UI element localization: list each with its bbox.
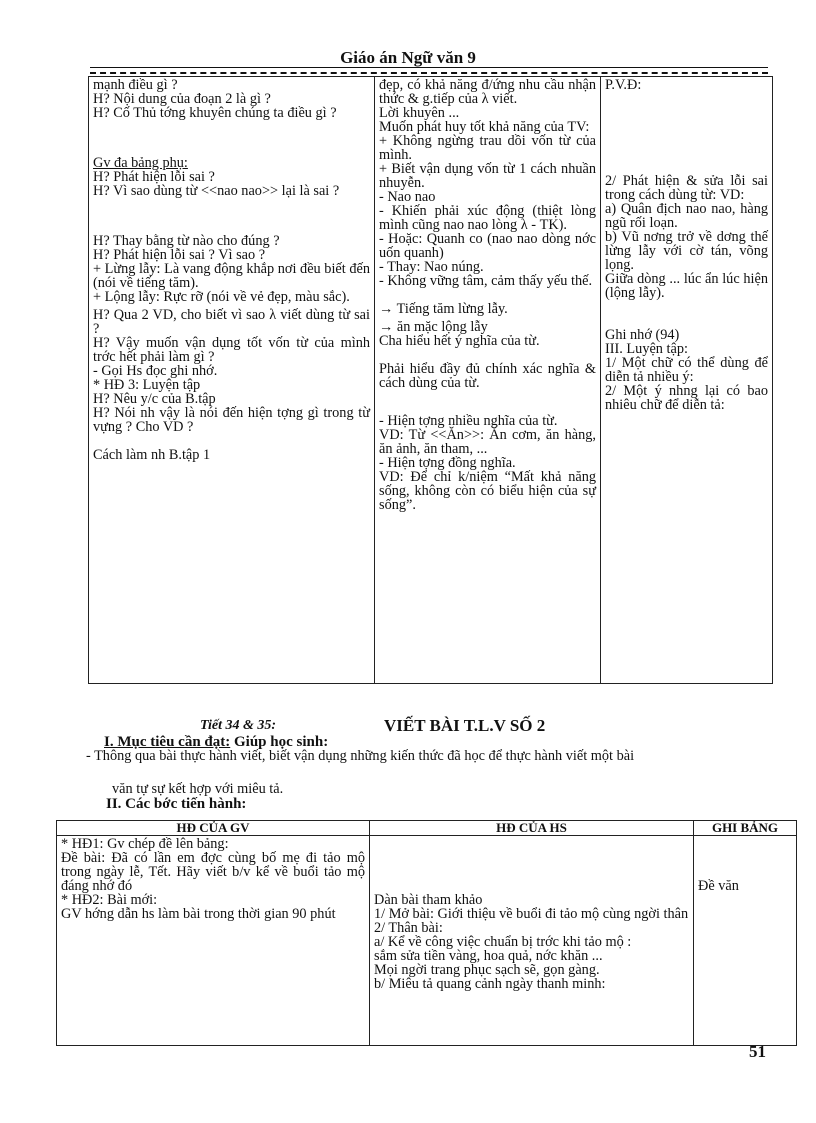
t1-c1-line: + Lộng lẫy: Rực rỡ (nói về vẻ đẹp, màu sắc). xyxy=(93,289,350,305)
t1-c2-line: - Nao nao xyxy=(379,189,436,205)
t1-c2-line: VD: Từ <<Ăn>>: Ăn cơm, ăn hàng, ăn ảnh, ăn tham, ... xyxy=(379,427,596,457)
t1-c3-line: 1/ Một chữ có thể dùng để diễn tả nhiều ý: xyxy=(605,355,768,385)
t1-c2-line: Phải hiểu đầy đủ chính xác nghĩa & cách dùng của từ. xyxy=(379,361,596,391)
header-teacher-activity: HĐ CỦA GV xyxy=(57,821,370,836)
t2-c2-line: a/ Kể về công việc chuẩn bị trớc khi tảo mộ : xyxy=(374,934,632,950)
t1-c1-line: mạnh điều gì ? xyxy=(93,77,178,93)
t1-c2-line: → Tiếng tăm lừng lẫy. xyxy=(379,301,508,317)
t1-c2-line: - Không vững tâm, cảm thấy yếu thế. xyxy=(379,273,593,289)
t1-c1-line: + Lừng lẫy: Là vang động khắp nơi đều biết đến (nói về tiếng tăm). xyxy=(93,261,370,291)
t2-c2-line: 2/ Thân bài: xyxy=(374,920,443,936)
t2-c1-line: * HĐ1: Gv chép đề lên bảng: xyxy=(61,836,229,852)
t1-c2-line: Cha hiểu hết ý nghĩa của từ. xyxy=(379,333,540,349)
t1-c3-line: 2/ Phát hiện & sửa lỗi sai trong cách dùng từ: VD: xyxy=(605,173,768,203)
t1-c1-line: H? Vì sao dùng từ <<nao nao>> lại là sai ? xyxy=(93,183,340,199)
objectives-label: I. Mục tiêu cần đạt: xyxy=(104,734,231,750)
t1-c2-line: - Thay: Nao núng. xyxy=(379,259,484,275)
t2-c2-line: 1/ Mở bài: Giới thiệu về buổi đi tảo mộ cùng ngời thân xyxy=(374,906,689,922)
lesson-table-2 xyxy=(56,820,797,1046)
t1-c1-line: * HĐ 3: Luyện tập xyxy=(93,377,201,393)
t1-c1-line: H? Nói nh vậy là nói đến hiện tợng gì trong từ vựng ? Cho VD ? xyxy=(93,405,370,435)
t1-c2-line: Lời khuyên ... xyxy=(379,105,460,121)
t1-c3-line: b) Vũ nơng trở về dơng thế lừng lẫy với cờ tán, võng lọng. xyxy=(605,229,768,273)
t2-teacher-column xyxy=(57,836,370,1046)
t2-c1-line: Đề bài: Đã có lần em đợc cùng bố mẹ đi tảo mộ trong ngày lễ, Tết. Hãy viết b/v kể về buổi tảo mộ đáng nhớ đó xyxy=(61,850,365,894)
t1-c3-line: P.V.Đ: xyxy=(605,77,642,93)
t1-c1-line: H? Vậy muốn vận dụng tốt vốn từ của mình trớc hết phải làm gì ? xyxy=(93,335,370,365)
header-board-notes: GHI BẢNG xyxy=(694,821,797,836)
objectives-line-1: - Thông qua bài thực hành viết, biết vận dụng những kiến thức đã học để thực hành viết một bài xyxy=(86,748,635,764)
t1-c2-line: VD: Để chỉ k/niệm “Mất khả năng sống, không còn có biểu hiện của sự sống”. xyxy=(379,469,596,513)
t1-c3-line: III. Luyện tập: xyxy=(605,341,688,357)
objectives-line-2: văn tự sự kết hợp với miêu tả. xyxy=(112,781,284,797)
t1-c2-line: - Hiện tợng đồng nghĩa. xyxy=(379,455,516,471)
t1-c2-line: + Biết vận dụng vốn từ 1 cách nhuần nhuyễn. xyxy=(379,161,596,191)
t2-c2-line: sắm sửa tiền vàng, hoa quả, nớc khăn ... xyxy=(374,948,603,964)
header-student-activity: HĐ CỦA HS xyxy=(370,821,694,836)
teacher-activity-column xyxy=(89,77,375,684)
t2-c1-line: GV hớng dẫn hs làm bài trong thời gian 90 phút xyxy=(61,906,336,922)
t1-c1-line: H? Phát hiện lỗi sai ? xyxy=(93,169,215,185)
t1-c1-line: Gv đa bảng phụ: xyxy=(93,155,188,171)
t2-c1-line: * HĐ2: Bài mới: xyxy=(61,892,158,908)
t2-c3-line: Đề văn xyxy=(698,878,739,894)
t1-c1-line: H? Phát hiện lỗi sai ? Vì sao ? xyxy=(93,247,266,263)
t1-c3-line: 2/ Một ý nhng lại có bao nhiêu chữ để diễn tả: xyxy=(605,383,768,413)
lesson-title: VIẾT BÀI T.L.V SỐ 2 xyxy=(384,716,546,735)
objectives-suffix: Giúp học sinh: xyxy=(230,734,329,750)
t1-c2-line: + Không ngừng trau dồi vốn từ của mình. xyxy=(379,133,596,163)
t2-board-column xyxy=(694,836,797,1046)
period-label: Tiết 34 & 35: xyxy=(200,718,277,733)
steps-heading: II. Các bớc tiến hành: xyxy=(106,796,247,812)
t2-c2-line: Mọi ngời trang phục sạch sẽ, gọn gàng. xyxy=(374,962,600,978)
page-header-title: Giáo án Ngữ văn 9 xyxy=(340,48,476,67)
t1-c1-line: H? Nêu y/c của B.tập xyxy=(93,391,216,407)
board-notes-column xyxy=(601,77,773,684)
t1-c2-line: Muốn phát huy tốt khả năng của TV: xyxy=(379,119,590,135)
t1-c1-line: H? Nội dung của đoạn 2 là gì ? xyxy=(93,91,271,107)
t1-c2-line: → ăn mặc lộng lẫy xyxy=(379,319,488,335)
t1-c3-line: a) Quân địch nao nao, hàng ngũ rối loạn. xyxy=(605,201,768,231)
t1-c1-line: H? Thay bằng từ nào cho đúng ? xyxy=(93,233,280,249)
header-rule xyxy=(90,67,768,74)
t1-c3-line: Giữa dòng ... lúc ẩn lúc hiện (lộng lẫy). xyxy=(605,271,768,301)
t2-student-column xyxy=(370,836,694,1046)
t1-c2-line: đẹp, có khả năng đ/ứng nhu cầu nhận thức & g.tiếp của λ viết. xyxy=(379,77,596,107)
t2-c2-line: Dàn bài tham khảo xyxy=(374,892,483,908)
t1-c2-line: - Khiến phải xúc động (thiệt lòng mình cũng nao nao lòng λ - TK). xyxy=(379,203,596,233)
t2-c2-line: b/ Miêu tả quang cảnh ngày thanh minh: xyxy=(374,976,606,992)
t1-c1-line: Cách làm nh B.tập 1 xyxy=(93,447,211,463)
t1-c3-line: Ghi nhớ (94) xyxy=(605,327,680,343)
t1-c2-line: - Hoặc: Quanh co (nao nao dòng nớc uốn quanh) xyxy=(379,231,596,261)
t1-c2-line: - Hiện tợng nhiều nghĩa của từ. xyxy=(379,413,558,429)
student-activity-column xyxy=(375,77,601,684)
lesson-table-1 xyxy=(88,76,773,684)
t1-c1-line: H? Qua 2 VD, cho biết vì sao λ viết dùng từ sai ? xyxy=(93,307,370,337)
t1-c1-line: - Gọi Hs đọc ghi nhớ. xyxy=(93,363,218,379)
page-number: 51 xyxy=(749,1042,766,1061)
t1-c1-line: H? Cố Thủ tớng khuyên chúng ta điều gì ? xyxy=(93,105,337,121)
